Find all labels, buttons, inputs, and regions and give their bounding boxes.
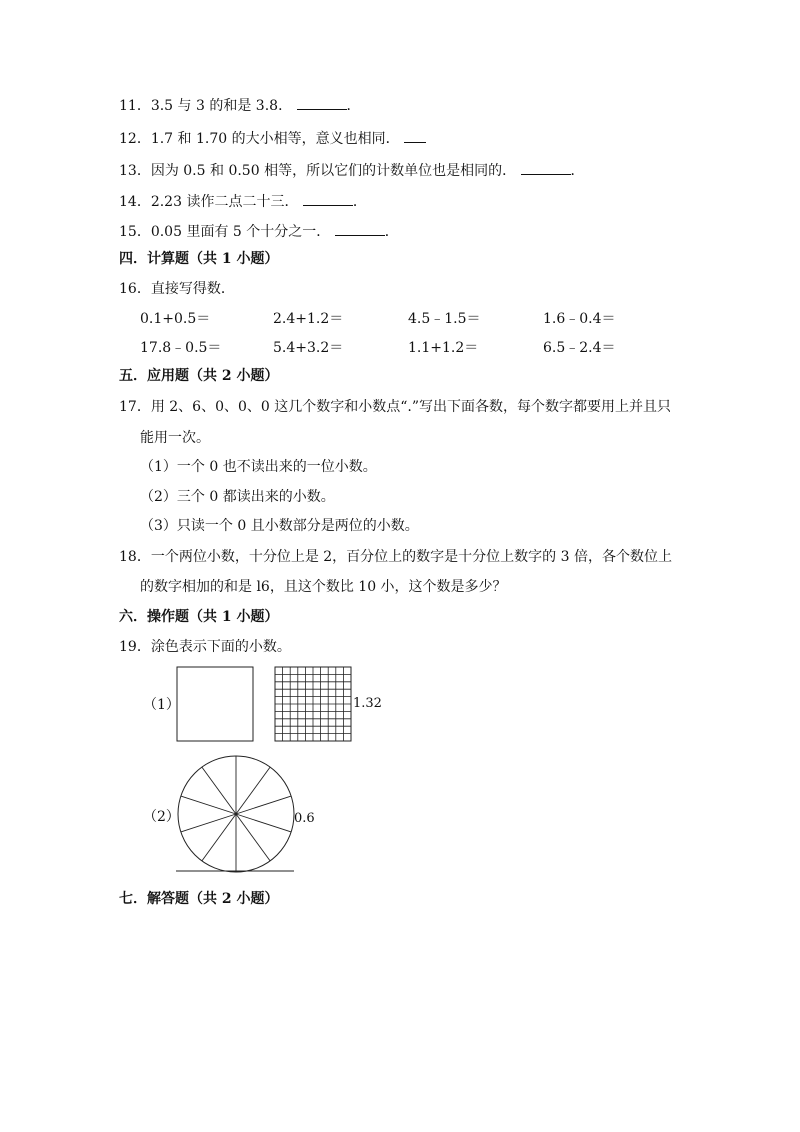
hundred-grid[interactable] — [275, 667, 351, 741]
calc-item: 4.5﹣1.5＝ — [408, 311, 481, 327]
question-13: 13．因为 0.5 和 0.50 相等，所以它们的计数单位也是相同的． ． — [119, 163, 585, 179]
decimal-squares-figure — [175, 665, 385, 745]
question-17-sub2: （2）三个 0 都读出来的小数。 — [140, 489, 335, 505]
calc-item: 5.4+3.2＝ — [273, 340, 344, 356]
answer-blank[interactable] — [335, 223, 385, 236]
value-label: 1.32 — [353, 696, 382, 711]
question-text: 0.05 里面有 5 个十分之一． — [150, 224, 331, 240]
section-heading-application: 五．应用题（共 2 小题） — [119, 368, 279, 384]
circle-spoke — [236, 814, 291, 832]
section-heading-answer: 七．解答题（共 2 小题） — [119, 891, 279, 907]
question-number: 19． — [119, 639, 151, 655]
question-text: 涂色表示下面的小数。 — [150, 639, 291, 655]
circle-spoke — [181, 796, 236, 814]
question-17-sub1: （1）一个 0 也不读出来的一位小数。 — [140, 459, 377, 475]
question-17-sub3: （3）只读一个 0 且小数部分是两位的小数。 — [140, 518, 419, 534]
part-1-label: （1） — [143, 697, 180, 713]
question-number: 16． — [119, 281, 151, 297]
calc-item: 1.1+1.2＝ — [408, 340, 479, 356]
circle-spoke — [236, 814, 270, 861]
question-17-continued: 能用一次。 — [140, 430, 210, 446]
question-text: 一个两位小数，十分位上是 2，百分位上的数字是十分位上数字的 3 倍，各个数位上 — [150, 549, 672, 565]
question-text: 2.23 读作二点二十三． — [150, 194, 299, 210]
circle-spoke — [202, 767, 236, 814]
answer-blank[interactable] — [303, 193, 353, 206]
circle-spoke — [236, 767, 270, 814]
calc-item: 17.8﹣0.5＝ — [140, 340, 222, 356]
question-number: 15． — [119, 224, 151, 240]
question-16 — [119, 280, 235, 298]
question-text: 因为 0.5 和 0.50 相等，所以它们的计数单位也是相同的． — [150, 163, 517, 179]
value-label: 0.6 — [294, 811, 315, 826]
answer-blank[interactable] — [404, 130, 426, 143]
circle-spoke — [202, 814, 236, 861]
calc-item: 1.6﹣0.4＝ — [543, 311, 616, 327]
circle-spoke — [236, 796, 291, 814]
part-2-label: （2） — [143, 809, 180, 825]
question-14: 14．2.23 读作二点二十三． ． — [119, 194, 367, 210]
answer-blank[interactable] — [521, 162, 571, 175]
empty-unit-square[interactable] — [177, 667, 253, 741]
question-17 — [119, 398, 671, 416]
question-number: 11． — [119, 98, 151, 114]
question-text: 3.5 与 3 的和是 3.8． — [150, 98, 293, 114]
question-number: 13． — [119, 163, 151, 179]
question-text: 用 2、6、0、0、0 这几个数字和小数点“.”写出下面各数，每个数字都要用上并且只 — [150, 399, 672, 415]
calc-item: 2.4+1.2＝ — [273, 311, 344, 327]
question-text: 1.7 和 1.70 的大小相等，意义也相同． — [150, 131, 400, 147]
question-15: 15．0.05 里面有 5 个十分之一． ． — [119, 224, 399, 240]
section-heading-operation: 六．操作题（共 1 小题） — [119, 609, 279, 625]
question-18-continued: 的数字相加的和是 l6，且这个数比 10 小，这个数是多少？ — [140, 579, 507, 595]
section-heading-calculation: 四．计算题（共 1 小题） — [119, 251, 279, 267]
answer-blank[interactable] — [297, 97, 347, 110]
question-number: 14． — [119, 194, 151, 210]
calc-item: 6.5﹣2.4＝ — [543, 340, 616, 356]
calc-item: 0.1+0.5＝ — [140, 311, 211, 327]
question-number: 12． — [119, 131, 151, 147]
question-19 — [119, 638, 291, 656]
question-number: 17． — [119, 399, 151, 415]
question-number: 18． — [119, 549, 151, 565]
question-11: 11．3.5 与 3 的和是 3.8． ． — [119, 98, 361, 114]
question-18 — [119, 548, 672, 566]
circle-figure — [170, 752, 320, 877]
question-text: 直接写得数． — [150, 281, 235, 297]
circle-spoke — [181, 814, 236, 832]
question-12 — [119, 130, 426, 148]
